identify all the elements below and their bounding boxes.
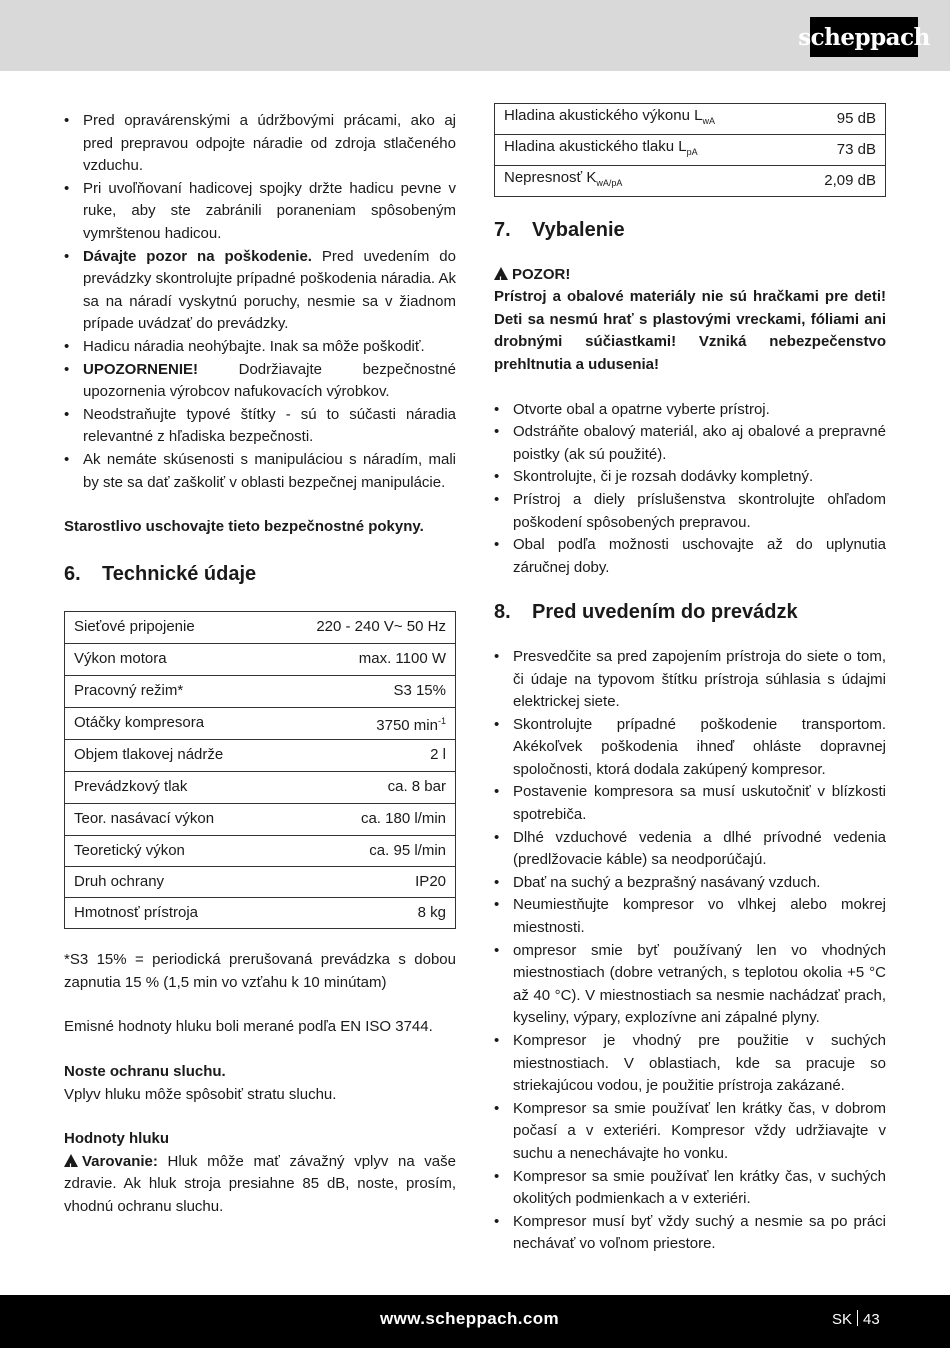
section-8-heading: 8. Pred uvedením do prevádzk	[494, 601, 798, 624]
table-row: Pracovný režim* S3 15%	[65, 676, 456, 708]
startup-bullet-list	[494, 646, 886, 1256]
list-item: • Kompresor je vhodný pre použitie v suchých miestnostiach. V oblastiach, kde sa pracuje so striekajúcou vodou, je použitie prístroja zakázané.	[494, 1030, 886, 1098]
noise-emission-note: Emisné hodnoty hluku boli merané podľa EN ISO 3744.	[64, 1018, 433, 1036]
list-item: • Prístroj a diely príslušenstva skontrolujte ohľadom poškodení spôsobených prepravou.	[494, 489, 886, 534]
page-indicator: SK 43	[832, 1311, 880, 1328]
safety-bullet-list	[64, 110, 456, 494]
warning-triangle-icon	[64, 1154, 78, 1167]
unpacking-bullet-list	[494, 399, 886, 580]
header-band	[0, 0, 950, 71]
keep-instructions-note: Starostlivo uschovajte tieto bezpečnostné pokyny.	[64, 518, 424, 536]
table-row: Sieťové pripojenie 220 - 240 V~ 50 Hz	[65, 612, 456, 644]
list-item: • Dávajte pozor na poškodenie. Pred uvedením do prevádzky skontrolujte prípadné poškodenia náradia. Ak sa na náradí vyskytnú poruchy, nesmie sa v žiadnom prípade uvádzať do prevádzky.	[64, 246, 456, 336]
list-item: • Otvorte obal a opatrne vyberte prístroj.	[494, 399, 886, 422]
list-item: • Ak nemáte skúsenosti s manipuláciou s náradím, mali by ste sa dať zaškoliť v oblasti bezpečnej manipulácie.	[64, 449, 456, 494]
warning-triangle-icon	[494, 267, 508, 280]
operating-mode-footnote: *S3 15% = periodická prerušovaná prevádzka s dobou zapnutia 15 % (1,5 min vo vzťahu k 10 minútam)	[64, 951, 456, 991]
noise-values-title: Hodnoty hluku	[64, 1130, 169, 1148]
table-row: Hmotnosť prístroja 8 kg	[65, 898, 456, 929]
hearing-protection-title: Noste ochranu sluchu.	[64, 1063, 226, 1081]
list-item: • Presvedčite sa pred zapojením prístroja do siete o tom, či údaje na typovom štítku prístroja súhlasia s údajmi elektrickej siete.	[494, 646, 886, 714]
list-item: • Kompresor musí byť vždy suchý a nesmie sa po práci nechávať vo voľnom priestore.	[494, 1211, 886, 1256]
list-item: • Pred opravárenskými a údržbovými prácami, ako aj pred prepravou odpojte náradie od zdroja stlačeného vzduchu.	[64, 110, 456, 178]
list-item: • Kompresor sa smie používať len krátky čas, v suchých okolitých podmienkach a v exteriéri.	[494, 1166, 886, 1211]
caution-label: !POZOR!	[494, 264, 886, 287]
list-item: • Postavenie kompresora sa musí uskutočniť v blízkosti spotrebiča.	[494, 781, 886, 826]
list-item: • Dlhé vzduchové vedenia a dlhé prívodné vedenia (predlžovacie káble) sa neodporúčajú.	[494, 827, 886, 872]
list-item: • Skontrolujte, či je rozsah dodávky kompletný.	[494, 466, 886, 489]
table-row: Teoretický výkon ca. 95 l/min	[65, 836, 456, 867]
table-row: Otáčky kompresora 3750 $\min^{-1}$	[65, 708, 456, 740]
table-row: Hladina akustického tlaku $L_{pA}$ 73 dB	[495, 135, 886, 166]
list-item: • Kompresor sa smie používať len krátky čas, v dobrom počasí a v exteriéri. Kompresor vždy udržiavajte v suchu a nenechávajte ho vonku.	[494, 1098, 886, 1166]
list-item: • Dbať na suchý a bezprašný nasávaný vzduch.	[494, 872, 886, 895]
list-item: • Hadicu náradia neohýbajte. Inak sa môže poškodiť.	[64, 336, 456, 359]
list-item: • Neumiestňujte kompresor vo vlhkej alebo mokrej miestnosti.	[494, 894, 886, 939]
website-link[interactable]: www.scheppach.com	[380, 1309, 560, 1328]
brand-logo: scheppach	[810, 17, 918, 57]
list-item: • Pri uvoľňovaní hadicovej spojky držte hadicu pevne v ruke, aby ste zabránili poraneniam spôsobeným vymrštenou hadicou.	[64, 178, 456, 246]
section-6-heading: 6. Technické údaje	[64, 562, 257, 585]
left-column	[64, 110, 456, 1219]
list-item: • Neodstraňujte typové štítky - sú to súčasti náradia relevantné z hľadiska bezpečnosti.	[64, 404, 456, 449]
list-item: • Skontrolujte prípadné poškodenie transportom. Akékoľvek poškodenia ihneď ohláste dopravnej spoločnosti, ktorá dodala zakúpený kompresor.	[494, 714, 886, 782]
section-7-heading: 7. Vybalenie	[494, 219, 625, 241]
list-item: • Obal podľa možnosti uschovajte až do uplynutia záručnej doby.	[494, 534, 886, 579]
list-item: • UPOZORNENIE! Dodržiavajte bezpečnostné upozornenia výrobcov nafukovacích výrobkov.	[64, 359, 456, 404]
technical-data-table	[64, 611, 456, 929]
footer-band	[0, 1295, 950, 1348]
table-row: Výkon motora max. 1100 W	[65, 644, 456, 676]
table-row: Prevádzkový tlak ca. 8 bar	[65, 772, 456, 804]
list-item: • Odstráňte obalový materiál, ako aj obalové a prepravné poistky (ak sú použité).	[494, 421, 886, 466]
noise-values-table	[494, 103, 886, 197]
table-row: Nepresnosť $K_{wA/pA}$ 2,09 dB	[495, 166, 886, 197]
right-column	[494, 103, 886, 1256]
table-row: Druh ochrany IP20	[65, 867, 456, 898]
list-item: • ompresor smie byť používaný len vo vhodných miestnostiach (dobre vetraných, s teplotou okolia +5 °C až 40 °C). V miestnostiach sa nesmie nachádzať prach, kyseliny, výpary, explozívne ani zápalné plyny.	[494, 940, 886, 1030]
caution-text: Prístroj a obalové materiály nie sú hračkami pre deti! Deti sa nesmú hrať s plastovými vreckami, fóliami ani drobnými súčiastkami! Vzniká nebezpečenstvo prehltnutia a udusenia!	[494, 288, 886, 373]
table-row: Teor. nasávací výkon ca. 180 l/min	[65, 804, 456, 836]
table-row: Hladina akustického výkonu $L_{wA}$ 95 dB	[495, 104, 886, 135]
table-row: Objem tlakovej nádrže 2 l	[65, 740, 456, 772]
noise-warning: !Varovanie: Hluk môže mať závažný vplyv na vaše zdravie. Ak hluk stroja presiahne 85 dB, noste, prosím, vhodnú ochranu sluchu.	[64, 1151, 456, 1219]
hearing-protection-text: Vplyv hluku môže spôsobiť stratu sluchu.	[64, 1085, 337, 1103]
